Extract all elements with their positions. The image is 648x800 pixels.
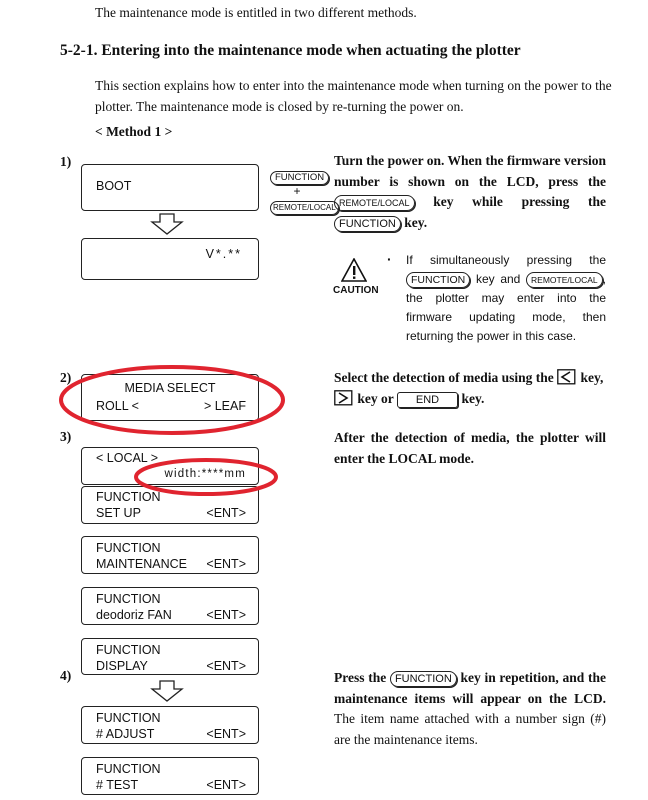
- step3-instructions: After the detection of media, the plotter will enter the LOCAL mode.: [334, 430, 606, 466]
- lcd-text: <ENT>: [206, 608, 246, 622]
- step-number-2: 2): [60, 370, 72, 385]
- remote-local-key: REMOTE/LOCAL: [270, 201, 339, 215]
- step4-text-a: Press the: [334, 670, 387, 685]
- lcd-text: MEDIA SELECT: [124, 381, 216, 395]
- lcd-text: <ENT>: [206, 557, 246, 571]
- lcd-text: FUNCTION: [96, 643, 161, 657]
- lcd-text: <ENT>: [206, 727, 246, 741]
- lcd-text: < LOCAL >: [96, 451, 159, 465]
- step1-text-a: Turn the power on. When the firmware version number is shown on the LCD, press the: [334, 153, 606, 189]
- lcd-text: FUNCTION: [96, 762, 161, 776]
- step-number-4: 4): [60, 668, 72, 683]
- caution-text-1: If simultaneously pressing the: [406, 253, 606, 267]
- step-number-1: 1): [60, 154, 72, 169]
- function-key: FUNCTION: [406, 272, 470, 288]
- end-key: END: [397, 392, 458, 408]
- function-key: FUNCTION: [390, 671, 457, 687]
- lcd-text: FUNCTION: [96, 541, 161, 555]
- lcd-text: # ADJUST: [96, 727, 155, 741]
- caution-bullet: ·: [387, 251, 392, 267]
- step2-text-d: key.: [461, 390, 485, 406]
- step2-text-b: key,: [580, 370, 604, 385]
- lcd-text: ROLL <: [96, 399, 139, 413]
- remote-local-key: REMOTE/LOCAL: [334, 195, 415, 211]
- lcd-text: V*.**: [205, 247, 242, 261]
- intro-text: The maintenance mode is entitled in two different methods.: [95, 5, 417, 20]
- plus-sign: +: [293, 184, 301, 198]
- lcd-text: FUNCTION: [96, 592, 161, 606]
- step4-text-b: key in repetition, and the maintenance items will appear on the LCD.: [334, 670, 606, 706]
- width-highlight: [136, 460, 276, 494]
- lcd-text: MAINTENANCE: [96, 557, 187, 571]
- lcd-text: BOOT: [96, 179, 132, 193]
- lcd-text: DISPLAY: [96, 659, 148, 673]
- lcd-text: FUNCTION: [96, 490, 161, 504]
- lcd-text: width:****mm: [164, 468, 246, 480]
- caution-label: CAUTION: [333, 285, 379, 296]
- step2-text-c: key or: [357, 390, 394, 406]
- remote-local-key: REMOTE/LOCAL: [526, 272, 603, 288]
- lcd-text: # TEST: [96, 778, 139, 792]
- lcd-text: SET UP: [96, 506, 141, 520]
- function-key: FUNCTION: [334, 216, 401, 232]
- caution-text-2: key and: [475, 272, 521, 286]
- media-select-highlight: [61, 367, 283, 433]
- lcd-text: FUNCTION: [96, 711, 161, 725]
- function-key: FUNCTION: [270, 171, 329, 185]
- lcd-text: <ENT>: [206, 659, 246, 673]
- lcd-text: <ENT>: [206, 506, 246, 520]
- step4-text-c: The item name attached with a number sign (#) are the maintenance items.: [334, 711, 606, 747]
- lcd-text: deodoriz FAN: [96, 608, 172, 622]
- lcd-text: <ENT>: [206, 778, 246, 792]
- section-paragraph: This section explains how to enter into the maintenance mode when turning on the power to the plotter. The maintenance mode is closed by re-turning the power on.: [95, 78, 612, 114]
- step1-text-b: key while pressing the: [433, 194, 607, 209]
- step2-text-a: Select the detection of media using the: [334, 370, 554, 385]
- caution-text-3: , the plotter may enter into the firmware updating mode, then returning the power in this case.: [406, 272, 606, 343]
- step-number-3: 3): [60, 429, 72, 444]
- section-heading: 5-2-1. Entering into the maintenance mode when actuating the plotter: [60, 42, 521, 59]
- lcd-text: > LEAF: [203, 399, 246, 413]
- method-label: < Method 1 >: [95, 124, 173, 139]
- step1-text-c: key.: [404, 214, 428, 230]
